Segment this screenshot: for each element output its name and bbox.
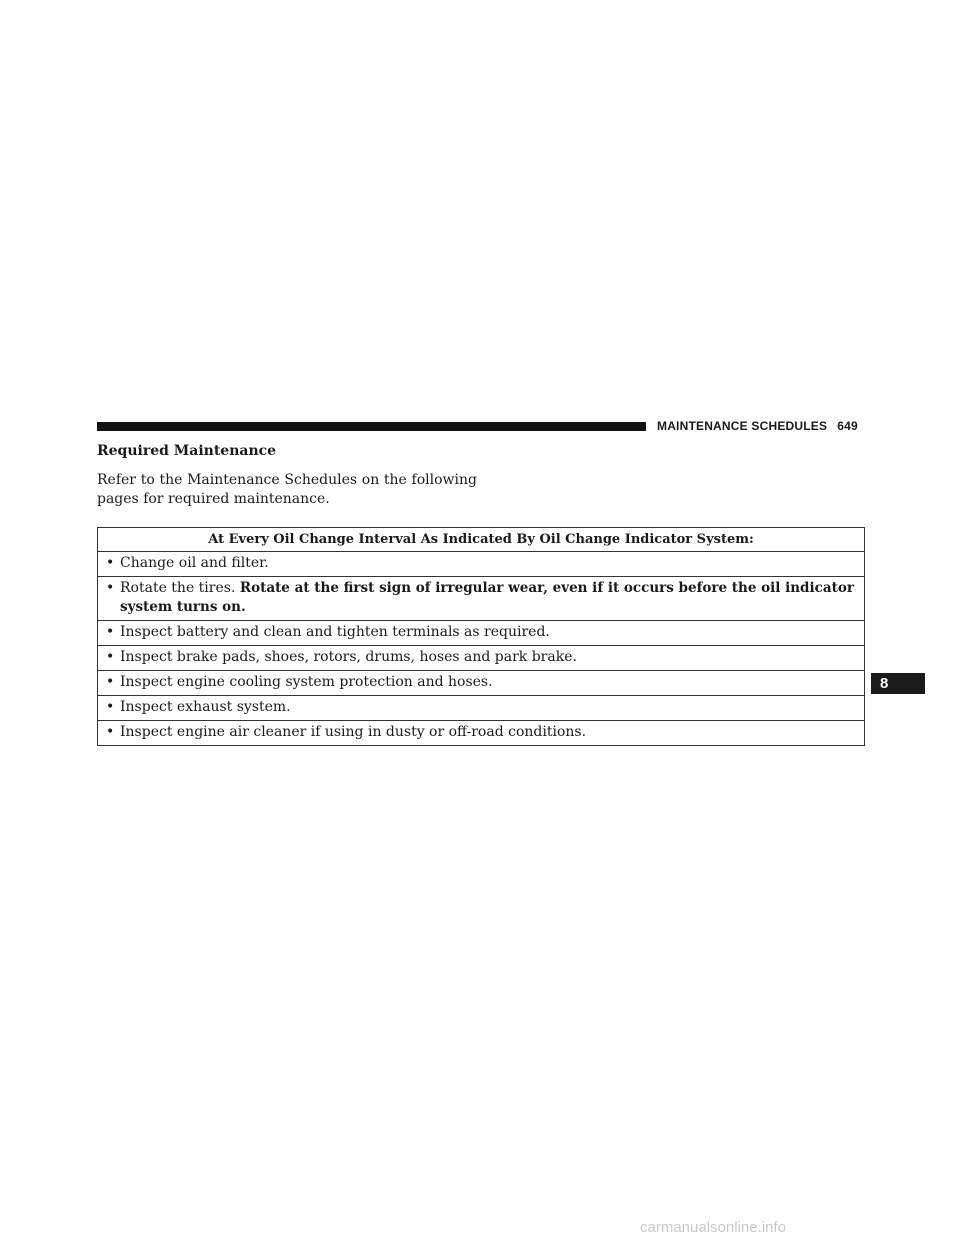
row-text: Inspect brake pads, shoes, rotors, drums, hoses and park brake. <box>120 649 577 665</box>
running-header <box>657 419 858 433</box>
watermark: carmanualsonline.info <box>640 1219 786 1236</box>
bullet-icon: • <box>106 699 115 715</box>
header-rule <box>97 422 646 431</box>
bullet-icon: • <box>106 555 115 571</box>
section-title: Required Maintenance <box>97 443 277 459</box>
table-row <box>98 621 864 646</box>
row-text: Inspect exhaust system. <box>120 699 291 715</box>
row-text: Change oil and filter. <box>120 555 269 571</box>
table-row <box>98 721 864 745</box>
table-row <box>98 696 864 721</box>
bullet-icon: • <box>106 674 115 690</box>
table-header: At Every Oil Change Interval As Indicated By Oil Change Indicator System: <box>98 528 864 552</box>
row-text: Inspect engine air cleaner if using in dusty or off-road conditions. <box>120 724 587 740</box>
table-row <box>98 646 864 671</box>
row-bold-note: Rotate at the first sign of irregular wear, even if it occurs before the oil indicator system turns on. <box>120 580 854 615</box>
row-text: Inspect engine cooling system protection and hoses. <box>120 674 493 690</box>
table-row <box>98 552 864 577</box>
maintenance-table <box>97 527 865 746</box>
bullet-icon: • <box>106 624 115 640</box>
bullet-icon: • <box>106 724 115 740</box>
chapter-tab: 8 <box>871 673 925 694</box>
intro-paragraph: Refer to the Maintenance Schedules on the following pages for required maintenance. <box>97 472 477 507</box>
page-number: 649 <box>837 419 858 433</box>
bullet-icon: • <box>106 649 115 665</box>
table-row <box>98 577 864 621</box>
header-section-title: MAINTENANCE SCHEDULES <box>657 419 828 433</box>
row-text: Inspect battery and clean and tighten terminals as required. <box>120 624 550 640</box>
row-text: Rotate the tires. <box>120 580 240 596</box>
bullet-icon: • <box>106 580 115 596</box>
table-row <box>98 671 864 696</box>
